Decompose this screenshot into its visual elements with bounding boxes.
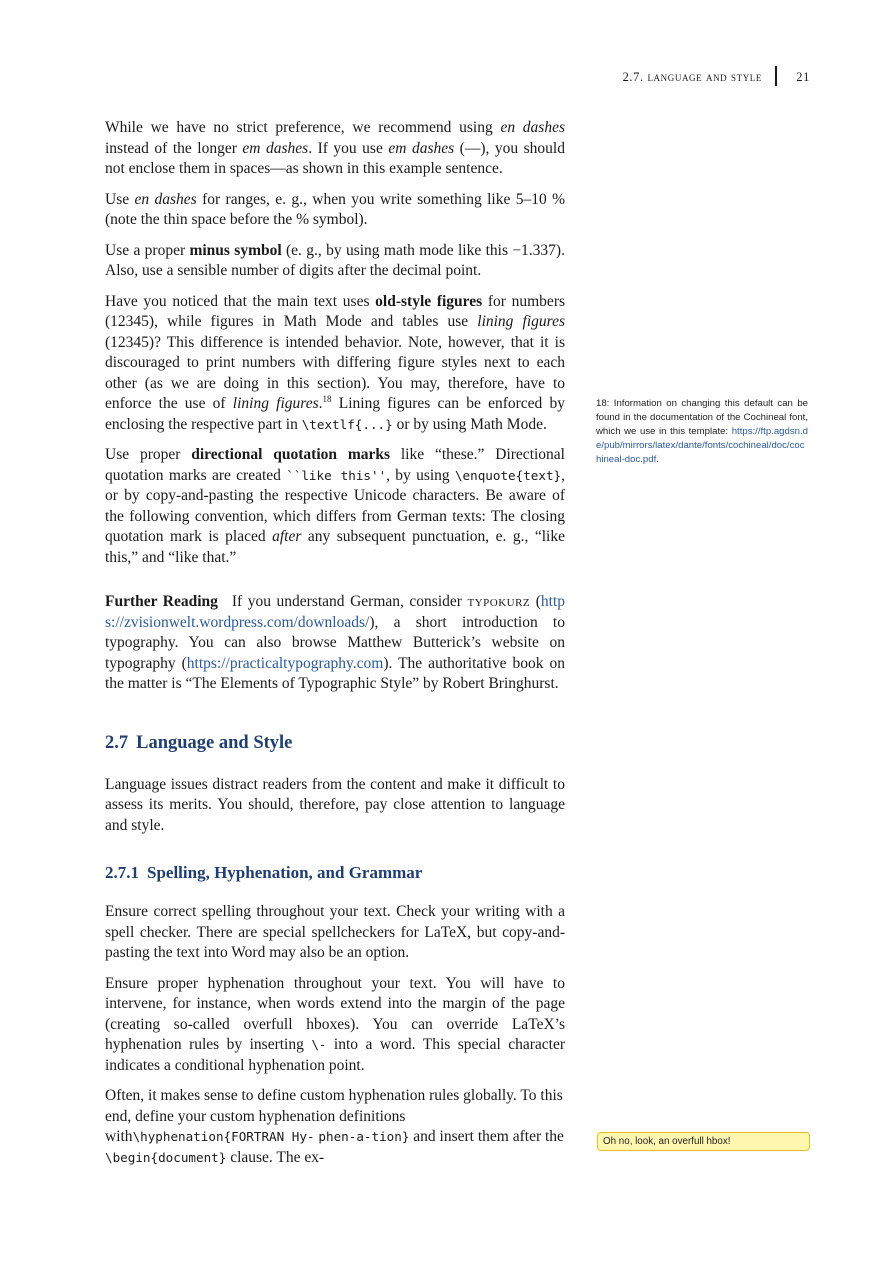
emphasis: em dashes: [242, 139, 309, 157]
text: into a word. This special character indicates a conditional hyphenation point.: [105, 1036, 566, 1074]
footnote-marker[interactable]: 18: [322, 393, 332, 404]
further-reading-heading: Further Reading: [105, 593, 218, 610]
emphasis: em dashes: [388, 139, 455, 157]
bold-term: directional quotation marks: [191, 446, 391, 463]
text: Use: [105, 190, 135, 208]
code: \textlf{...}: [301, 416, 393, 432]
emphasis: lining figures: [477, 313, 565, 330]
text: Often, it makes sense to define custom hyphenation rules globally. To this end, define your custom hyphenation definitions with: [105, 1087, 563, 1145]
footnote-number: 18:: [596, 398, 610, 409]
paragraph-figures: [105, 292, 565, 436]
footnote-text: Information on changing this default can be found in the documentation of the Cochineal font, which we use in this template:: [596, 398, 808, 437]
emphasis: lining figures: [232, 395, 319, 412]
header-divider: [775, 66, 777, 86]
margin-footnote: [596, 397, 808, 467]
emphasis: after: [272, 528, 302, 545]
text: Use a proper: [105, 241, 190, 259]
main-text-column: [105, 118, 565, 1178]
running-header-title: 2.7. language and style: [622, 70, 762, 84]
text: and insert them after the: [409, 1128, 564, 1145]
code: \begin{document}: [105, 1149, 227, 1165]
text: .: [318, 395, 323, 412]
section-heading: [105, 731, 565, 755]
paragraph-hyphenation: [105, 974, 565, 1077]
code: \enquote{text}: [454, 467, 562, 483]
zvisionwelt-link[interactable]: https://zvisionwelt.wordpress.com/downloads/: [105, 593, 565, 631]
text: clause. The ex-: [226, 1148, 325, 1166]
text: ), a short introduction to typography. You can also browse Matthew Butterick’s website on typography (: [105, 613, 565, 672]
text: (—), you should not enclose them in spaces—as shown in this example sentence.: [105, 139, 565, 177]
text: Ensure proper hyphenation throughout your text. You will have to intervene, for instance, when words extend into the margin of the page (creating so-called overfull hboxes). You can override LaTeX’s hyphenation rules by inserting: [105, 974, 565, 1053]
paragraph-ranges: [105, 190, 565, 231]
subsection-heading: [105, 862, 565, 884]
practical-typography-link[interactable]: https://practicaltypography.com: [186, 654, 384, 672]
text: (: [530, 593, 541, 610]
subsection-title: Spelling, Hyphenation, and Grammar: [147, 863, 423, 882]
small-caps-term: typokurz: [467, 593, 531, 610]
text: for ranges, e. g., when you write something like 5–10 % (note the thin space before the % symbol).: [105, 190, 566, 228]
text: Use proper: [105, 446, 192, 463]
text: instead of the longer: [105, 139, 243, 157]
text: (e. g., by using math mode like this −1.337). Also, use a sensible number of digits after the decimal point.: [105, 241, 565, 279]
code: ``like this'': [286, 467, 387, 483]
emphasis: en dashes: [500, 119, 565, 136]
subsection-number: 2.7.1: [105, 863, 139, 882]
overfull-hbox-warning: Oh no, look, an overfull hbox!: [597, 1132, 810, 1151]
text: for numbers (12345), while figures in Math Mode and tables use: [105, 292, 566, 330]
further-reading-paragraph: [105, 592, 565, 695]
text: , by using: [386, 466, 455, 484]
paragraph-minus: [105, 241, 565, 282]
text: like “these.” Directional quotation marks are created: [105, 446, 565, 484]
text: Have you noticed that the main text uses: [105, 292, 376, 310]
section-number: 2.7: [105, 732, 129, 753]
paragraph-quotes: [105, 445, 565, 568]
text: ). The authoritative book on the matter is “The Elements of Typographic Style” by Robert Bringhurst.: [105, 654, 566, 692]
code: \-: [311, 1037, 327, 1052]
text: , or by copy-and-pasting the respective Unicode characters. Be aware of the following convention, which differs from German texts: The closing quotation mark is placed: [105, 466, 565, 545]
text: (12345)? This difference is intended behavior. Note, however, that it is discouraged to print numbers with differing figure styles next to each other (as we are doing in this section). You may, therefore, have to enforce the use of: [105, 333, 565, 412]
footnote-end: .: [656, 454, 659, 465]
paragraph-dashes: [105, 118, 565, 180]
bold-term: minus symbol: [189, 241, 282, 259]
footnote-link[interactable]: https://ftp.agdsn.de/pub/mirrors/latex/dante/fonts/cochineal/doc/cochineal-doc.pdf: [596, 426, 808, 465]
text: . If you use: [308, 139, 389, 157]
section-title: Language and Style: [136, 732, 293, 753]
code-overfull: \hyphenation{FORTRAN Hy-: [132, 1129, 315, 1144]
code: phen-a-tion}: [318, 1129, 410, 1144]
page-number: 21: [796, 70, 810, 84]
paragraph-spelling: Ensure correct spelling throughout your text. Check your writing with a spell checker. There are special spellcheckers for LaTeX, but copy-and-pasting the text into Word may also be an option.: [105, 903, 565, 961]
paragraph-language: Language issues distract readers from the content and make it difficult to assess its merits. You should, therefore, pay close attention to language and style.: [105, 775, 565, 834]
text: If you understand German, consider: [231, 593, 468, 610]
text: While we have no strict preference, we recommend using: [105, 119, 501, 136]
emphasis: en dashes: [134, 190, 197, 208]
paragraph-custom-hyphenation: [105, 1086, 565, 1168]
running-header: [590, 68, 810, 88]
text: or by using Math Mode.: [392, 415, 547, 433]
text: Lining figures can be enforced by enclosing the respective part in: [105, 395, 565, 433]
bold-term: old-style figures: [375, 292, 483, 310]
text: any subsequent punctuation, e. g., “like this,” and “like that.”: [105, 528, 565, 566]
